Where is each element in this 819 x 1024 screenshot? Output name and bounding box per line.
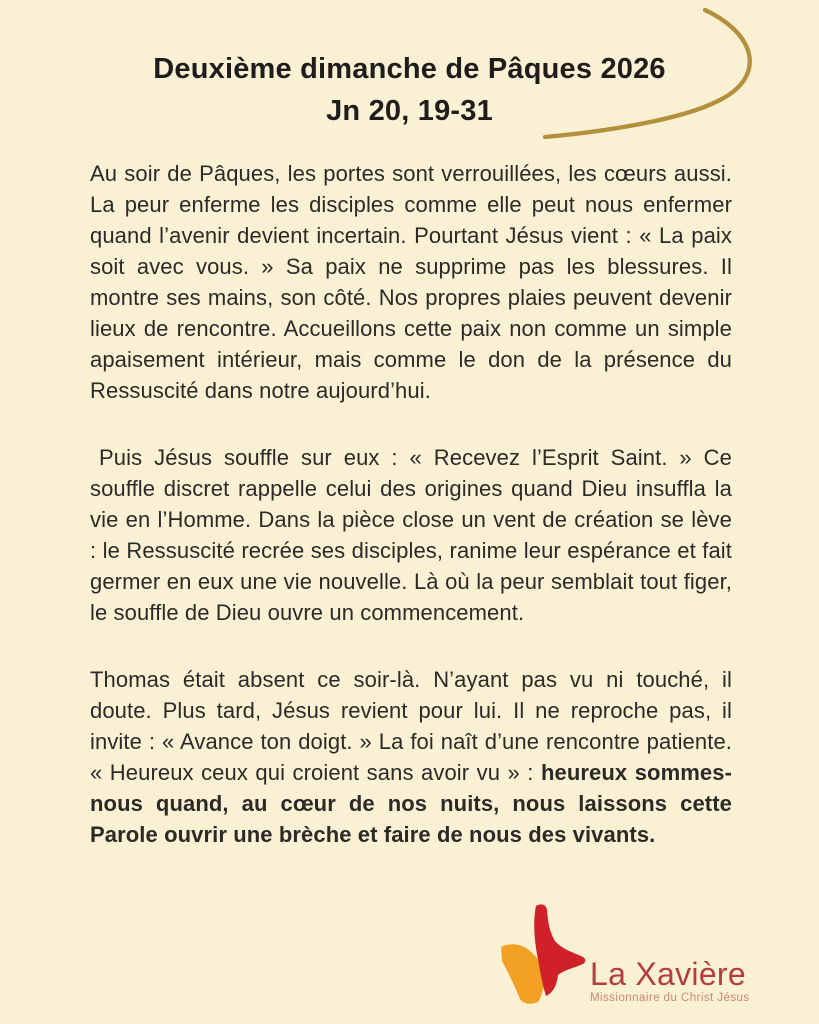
paragraph-2	[90, 442, 732, 628]
paragraph-1	[90, 158, 732, 406]
paragraph-1-text: Au soir de Pâques, les portes sont verrouillées, les cœurs aussi. La peur enferme les disciples comme elle peut nous enfermer quand l’avenir devient incertain. Pourtant Jésus vient : « La paix soit avec vous. » Sa paix ne supprime pas les blessures. Il montre ses mains, son côté. Nos propres plaies peuvent devenir lieux de rencontre. Accueillons cette paix non comme un simple apaisement intérieur, mais comme le don de la présence du Ressuscité dans notre aujourd’hui.	[90, 161, 732, 403]
page-title: Deuxième dimanche de Pâques 2026	[153, 53, 666, 85]
paragraph-3-bold-text: heureux sommes-nous quand, au cœur de nos nuits, nous laissons cette Parole ouvrir une brèche et faire de nous des vivants.	[90, 760, 732, 847]
page-subtitle: Jn 20, 19-31	[326, 95, 493, 127]
paragraph-3-text: Thomas était absent ce soir-là. N’ayant pas vu ni touché, il doute. Plus tard, Jésus revient pour lui. Il ne reproche pas, il invite : « Avance ton doigt. » La foi naît d’une rencontre patiente. « Heureux ceux qui croient sans avoir vu » :	[90, 667, 732, 785]
logo-tagline: Missionnaire du Christ Jésus	[590, 992, 750, 1004]
paragraph-2-text: Puis Jésus souffle sur eux : « Recevez l’Esprit Saint. » Ce souffle discret rappelle celui des origines quand Dieu insuffla la vie en l’Homme. Dans la pièce close un vent de création se lève : le Ressuscité recrée ses disciples, ranime leur espérance et fait germer en eux une vie nouvelle. Là où la peur semblait tout figer, le souffle de Dieu ouvre un commencement.	[90, 445, 732, 625]
logo-name: La Xavière	[590, 956, 746, 992]
page-header	[0, 48, 819, 132]
paragraph-3	[90, 664, 732, 850]
logo-text-block	[590, 903, 750, 1005]
meditation-text	[90, 158, 732, 886]
la-xaviere-logo	[499, 903, 750, 1005]
la-xaviere-logo-mark-icon	[499, 903, 587, 1005]
